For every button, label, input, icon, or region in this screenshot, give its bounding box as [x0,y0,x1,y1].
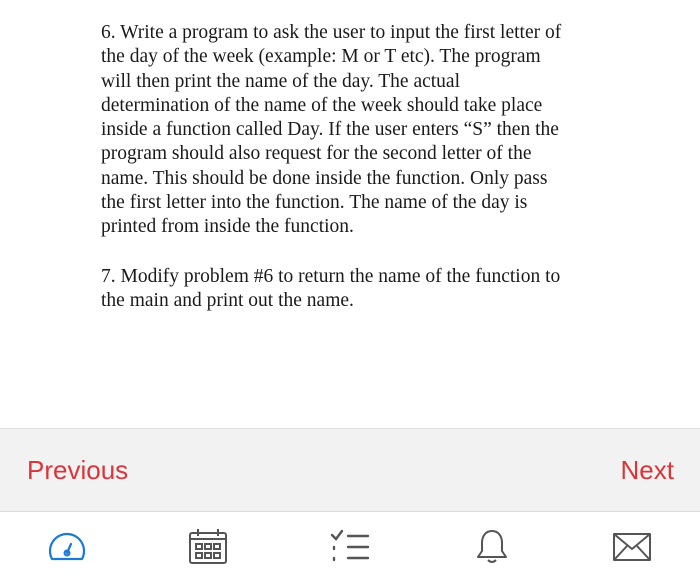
tab-notifications[interactable] [464,526,520,566]
problem-line: the first letter into the function. The name of the day is [101,192,528,214]
tab-messages[interactable] [604,526,660,566]
problem-line: determination of the name of the week should take place [101,94,543,116]
tab-calendar[interactable] [180,526,236,566]
mail-icon [611,529,653,563]
problem-line: 6. Write a program to ask the user to input the first letter of [101,22,562,43]
question-navigation-bar [0,428,700,512]
calendar-icon [186,527,230,565]
problem-line: 7. Modify problem #6 to return the name of the function to [101,266,561,287]
next-button[interactable]: Next [620,455,674,485]
checklist-icon [328,527,372,565]
previous-button[interactable]: Previous [27,455,129,485]
problem-line: the day of the week (example: M or T etc). The program [101,46,541,68]
problem-line: name. This should be done inside the function. Only pass [101,167,548,189]
problem-line: the main and print out the name. [101,290,354,312]
problem-line: program should also request for the second letter of the [101,143,532,165]
problem-line: printed from inside the function. [101,216,354,238]
problem-7-text [101,265,621,314]
bottom-tab-bar [0,512,700,586]
problem-line: will then print the name of the day. The actual [101,70,461,92]
problem-6-text [101,21,621,240]
problem-line: inside a function called Day. If the user enters “S” then the [101,119,559,141]
tab-dashboard[interactable] [39,526,95,566]
bell-icon [474,527,510,565]
tab-checklist[interactable] [322,526,378,566]
dashboard-gauge-icon [40,529,94,563]
